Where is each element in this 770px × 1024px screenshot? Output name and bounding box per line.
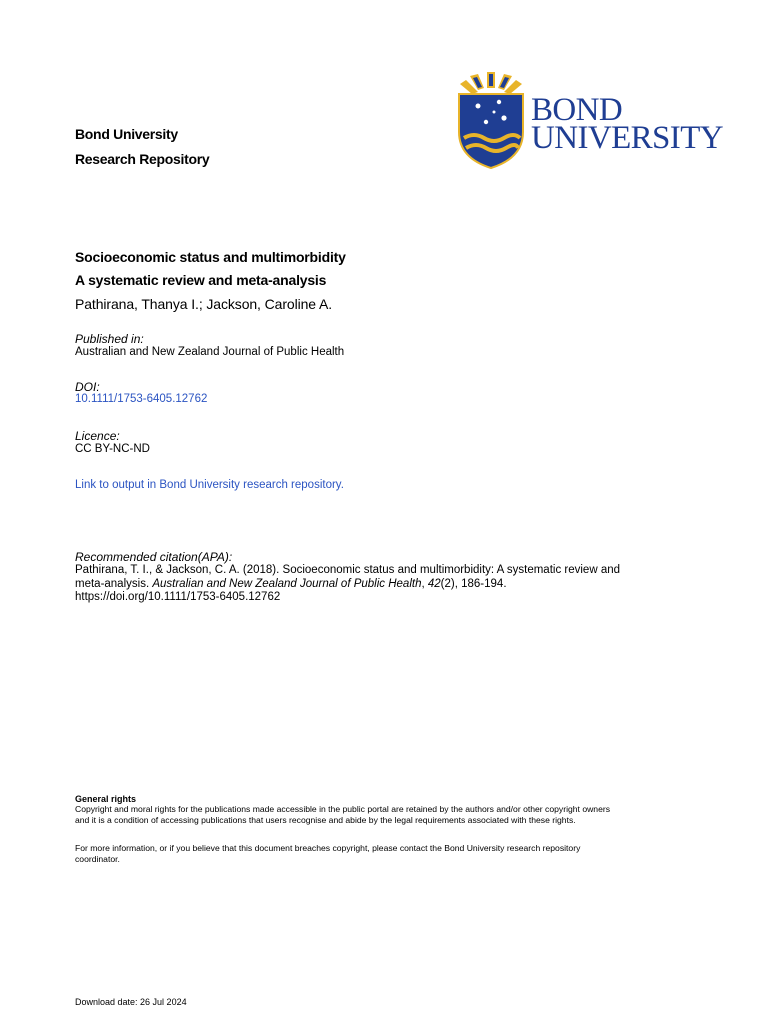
- bond-university-crest-icon: [456, 70, 526, 170]
- contact-line2: coordinator.: [75, 853, 120, 864]
- general-rights-heading: General rights: [75, 794, 137, 804]
- licence-label: Licence:: [75, 429, 120, 443]
- repository-subtitle: Research Repository: [75, 151, 210, 167]
- paper-title: Socioeconomic status and multimorbidity: [75, 249, 346, 265]
- paper-authors: Pathirana, Thanya I.; Jackson, Caroline A.: [75, 296, 333, 312]
- citation-line1: Pathirana, T. I., & Jackson, C. A. (2018). Socioeconomic status and multimorbidity: A systematic review and: [75, 564, 621, 576]
- paper-subtitle: A systematic review and meta-analysis: [75, 272, 327, 288]
- citation-pages: (2), 186-194.: [440, 577, 507, 590]
- repository-name: Bond University: [75, 126, 178, 142]
- citation-line2-start: meta-analysis.: [75, 577, 153, 590]
- contact-text: [75, 843, 735, 864]
- doi-link[interactable]: 10.1111/1753-6405.12762: [75, 393, 208, 405]
- rights-line1: Copyright and moral rights for the publications made accessible in the public portal are retained by the authors and/or other copyright owners: [75, 804, 611, 814]
- doi-label: DOI:: [75, 380, 100, 394]
- licence-value: CC BY-NC-ND: [75, 443, 150, 455]
- citation-volume: 42: [427, 577, 441, 590]
- contact-line1: For more information, or if you believe that this document breaches copyright, please contact the Bond University research repository: [75, 843, 581, 853]
- logo-wordmark-line1: BOND: [531, 92, 623, 128]
- citation-url: https://doi.org/10.1111/1753-6405.12762: [75, 591, 281, 603]
- citation-text: [75, 564, 715, 605]
- published-label: Published in:: [75, 332, 144, 346]
- general-rights-text: [75, 804, 735, 825]
- download-date: Download date: 26 Jul 2024: [75, 997, 187, 1007]
- repository-link[interactable]: Link to output in Bond University research repository.: [75, 479, 344, 491]
- citation-separator: ,: [421, 577, 428, 590]
- rights-line2: and it is a condition of accessing publications that users recognise and abide by the legal requirements associated with these rights.: [75, 814, 576, 825]
- citation-journal: Australian and New Zealand Journal of Public Health: [152, 577, 422, 590]
- citation-line2: [75, 578, 715, 592]
- logo-wordmark-line2: UNIVERSITY: [531, 120, 723, 156]
- published-value: Australian and New Zealand Journal of Public Health: [75, 346, 345, 358]
- citation-label: Recommended citation(APA):: [75, 550, 233, 564]
